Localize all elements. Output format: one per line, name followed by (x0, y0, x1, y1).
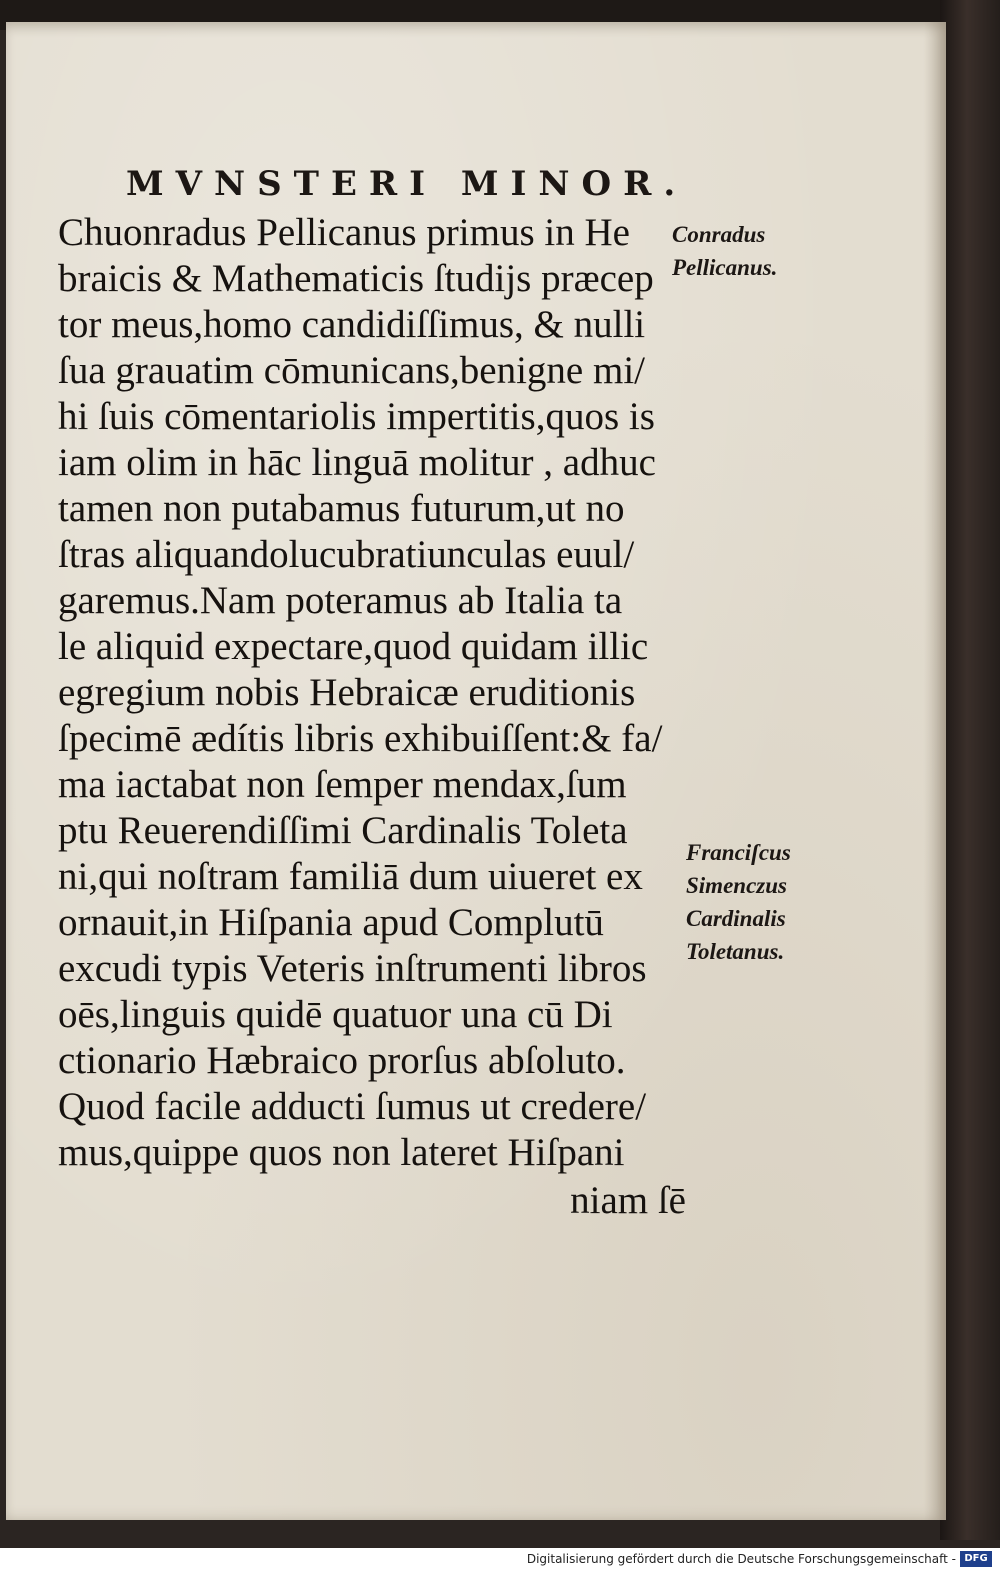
text-line: ſtras aliquandolucubratiunculas euul/ (58, 533, 635, 576)
text-line: le aliquid expectare,quod quidam illic (58, 625, 649, 668)
margin-note-line: Pellicanus. (672, 255, 778, 280)
text-line: braicis & Mathematicis ſtudijs præcep (58, 257, 654, 300)
page-edge-shadow (924, 22, 946, 1520)
margin-note-line: Toletanus. (686, 939, 785, 964)
dfg-logo: DFG (960, 1551, 992, 1567)
scan-background-right (940, 0, 1000, 1540)
text-line: ornauit,in Hiſpania apud Complutū (58, 901, 604, 944)
text-line: mus,quippe quos non lateret Hiſpani (58, 1131, 625, 1174)
digitization-credit: Digitalisierung gefördert durch die Deutsche Forschungsgemeinschaft - (526, 1552, 956, 1566)
margin-note-line: Conradus (672, 222, 766, 247)
text-line: excudi typis Veteris inſtrumenti libros (58, 947, 647, 990)
text-line: hi ſuis cōmentariolis impertitis,quos is (58, 395, 655, 438)
running-head: MVNSTERI MINOR. (126, 164, 688, 204)
text-line: Chuonradus Pellicanus primus in He (58, 211, 630, 254)
text-line: tor meus,homo candidiſſimus, & nulli (58, 303, 646, 346)
text-line: ſpecimē ædítis libris exhibuiſſent:& fa/ (58, 717, 663, 760)
margin-note-pellicanus (672, 218, 777, 284)
body-text (58, 210, 688, 1224)
text-line: ptu Reuerendiſſimi Cardinalis Toleta (58, 809, 628, 852)
book-page (6, 22, 946, 1520)
text-line: ctionario Hæbraico prorſus abſoluto. (58, 1039, 626, 1082)
margin-note-simenczus (686, 836, 791, 968)
text-line: ni,qui noſtram familiā dum uiueret ex (58, 855, 643, 898)
margin-note-line: Franciſcus (686, 840, 791, 865)
text-line: egregium nobis Hebraicæ eruditionis (58, 671, 636, 714)
text-line: Quod facile adducti ſumus ut credere/ (58, 1085, 647, 1128)
catchword: niam ſē (570, 1179, 686, 1222)
text-line: ma iactabat non ſemper mendax,ſum (58, 763, 627, 806)
margin-note-line: Cardinalis (686, 906, 786, 931)
text-line: tamen non putabamus futurum,ut no (58, 487, 625, 530)
text-line: ſua grauatim cōmunicans,benigne mi/ (58, 349, 645, 392)
margin-note-line: Simenczus (686, 873, 787, 898)
text-line: garemus.Nam poteramus ab Italia ta (58, 579, 623, 622)
text-line: iam olim in hāc linguā molitur , adhuc (58, 441, 656, 484)
text-line: oēs,linguis quidē quatuor una cū Di (58, 993, 613, 1036)
